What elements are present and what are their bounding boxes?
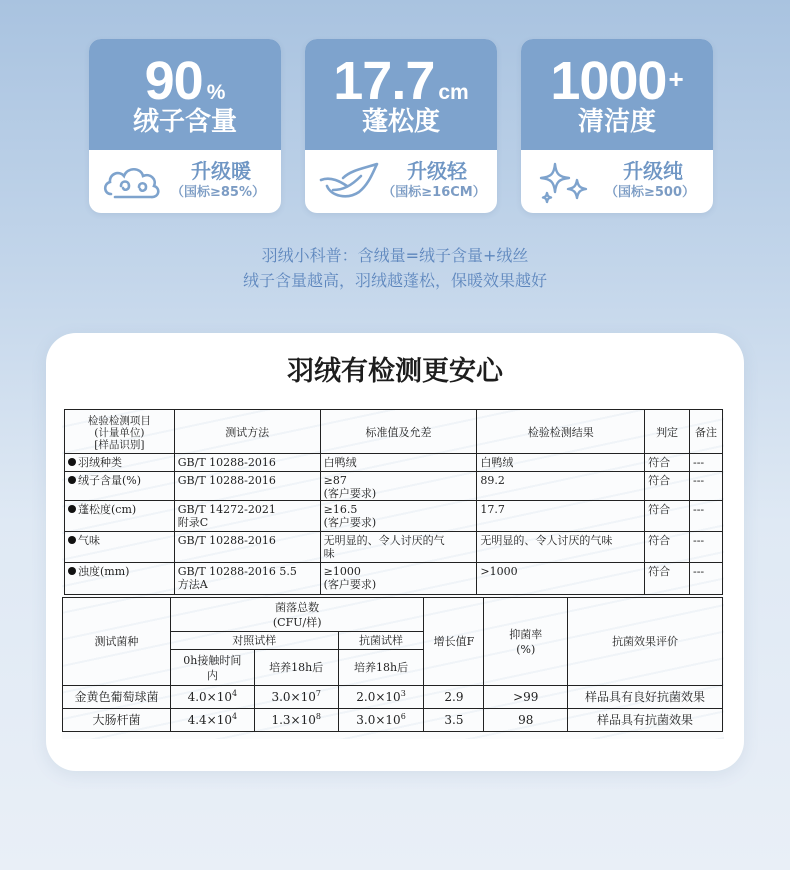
stat-note: （国标≥16CM） bbox=[382, 185, 486, 200]
inspection-table bbox=[64, 409, 723, 595]
stat-label: 蓬松度 bbox=[361, 107, 440, 137]
header-result: 检验检测结果 bbox=[477, 410, 645, 454]
test-report-image bbox=[62, 409, 724, 739]
header-colony-count: 菌落总数 (CFU/样) bbox=[170, 598, 424, 632]
method-cell: GB/T 10288-2016 5.5 方法A bbox=[174, 563, 320, 595]
judgement-cell: 符合 bbox=[645, 532, 690, 563]
bacteria-name: 金黄色葡萄球菌 bbox=[63, 686, 171, 709]
header-judgement: 判定 bbox=[645, 410, 690, 454]
remark-cell: --- bbox=[690, 563, 723, 595]
standard-cell: ≥87 (客户要求) bbox=[320, 472, 477, 501]
bullet-icon bbox=[68, 476, 76, 484]
bullet-icon bbox=[68, 567, 76, 575]
sparkle-icon bbox=[533, 160, 597, 204]
header-18h-control: 培养18h后 bbox=[254, 650, 338, 686]
growth-value: 2.9 bbox=[424, 686, 484, 709]
panel-title: 羽绒有检测更安心 bbox=[287, 356, 503, 387]
bullet-icon bbox=[68, 536, 76, 544]
bacteria-name: 大肠杆菌 bbox=[63, 709, 171, 732]
stat-card-header bbox=[305, 39, 497, 150]
method-cell: GB/T 14272-2021 附录C bbox=[174, 501, 320, 532]
table-row bbox=[65, 501, 723, 532]
stat-card-cleanliness bbox=[521, 39, 713, 213]
method-cell: GB/T 10288-2016 bbox=[174, 472, 320, 501]
bullet-icon bbox=[68, 505, 76, 513]
standard-cell: 无明显的、令人讨厌的气 味 bbox=[320, 532, 477, 563]
result-cell: >1000 bbox=[477, 563, 645, 595]
evaluation: 样品具有良好抗菌效果 bbox=[568, 686, 723, 709]
result-cell: 白鸭绒 bbox=[477, 454, 645, 472]
cloud-icon bbox=[101, 160, 165, 204]
stat-note: （国标≥85%） bbox=[170, 185, 265, 200]
header-standard: 标准值及允差 bbox=[320, 410, 477, 454]
stat-label: 清洁度 bbox=[577, 107, 656, 137]
judgement-cell: 符合 bbox=[645, 563, 690, 595]
item-cell: 蓬松度(cm) bbox=[65, 501, 175, 532]
value-18h-control: $3.0\times 10^7$ bbox=[254, 686, 338, 709]
result-cell: 89.2 bbox=[477, 472, 645, 501]
stat-value: 90 % bbox=[144, 51, 226, 111]
value-0h: $4.4\times 10^4$ bbox=[170, 709, 254, 732]
judgement-cell: 符合 bbox=[645, 454, 690, 472]
item-cell: 气味 bbox=[65, 532, 175, 563]
evaluation: 样品具有抗菌效果 bbox=[568, 709, 723, 732]
stat-note: （国标≥500） bbox=[604, 185, 696, 200]
header-rate: 抑菌率 (%) bbox=[484, 598, 568, 686]
table-header-row bbox=[65, 410, 723, 454]
feather-icon bbox=[317, 160, 381, 204]
remark-cell: --- bbox=[690, 501, 723, 532]
value-18h-control: $1.3\times 10^8$ bbox=[254, 709, 338, 732]
stat-label: 绒子含量 bbox=[132, 107, 237, 137]
header-antibacterial-sample: 抗菌试样 bbox=[338, 632, 424, 650]
result-cell: 17.7 bbox=[477, 501, 645, 532]
bullet-icon bbox=[68, 458, 76, 466]
header-18h-antibacterial: 培养18h后 bbox=[338, 650, 424, 686]
standard-cell: ≥16.5 (客户要求) bbox=[320, 501, 477, 532]
stat-unit: + bbox=[668, 64, 684, 94]
remark-cell: --- bbox=[690, 532, 723, 563]
standard-cell: ≥1000 (客户要求) bbox=[320, 563, 477, 595]
growth-value: 3.5 bbox=[424, 709, 484, 732]
inhibition-rate: 98 bbox=[484, 709, 568, 732]
table-row bbox=[65, 472, 723, 501]
standard-cell: 白鸭绒 bbox=[320, 454, 477, 472]
stat-unit: % bbox=[206, 81, 226, 104]
header-evaluation: 抗菌效果评价 bbox=[568, 598, 723, 686]
table-row bbox=[65, 454, 723, 472]
table-row bbox=[63, 686, 723, 709]
table-row bbox=[63, 709, 723, 732]
value-0h: $4.0\times 10^4$ bbox=[170, 686, 254, 709]
test-report-panel bbox=[46, 333, 744, 771]
stat-value: 1000+ bbox=[550, 51, 684, 111]
remark-cell: --- bbox=[690, 454, 723, 472]
antibacterial-table bbox=[62, 597, 723, 732]
stat-unit: cm bbox=[438, 81, 469, 104]
item-cell: 浊度(mm) bbox=[65, 563, 175, 595]
table-row bbox=[65, 532, 723, 563]
header-item: 检验检测项目 (计量单位) [样品识别] bbox=[65, 410, 175, 454]
science-note-line-1: 羽绒小科普：含绒量=绒子含量+绒丝 bbox=[261, 246, 529, 265]
header-bacteria: 测试菌种 bbox=[63, 598, 171, 686]
header-control-sample: 对照试样 bbox=[170, 632, 338, 650]
header-method: 测试方法 bbox=[174, 410, 320, 454]
header-remark: 备注 bbox=[690, 410, 723, 454]
value-18h-antibacterial: $3.0\times 10^6$ bbox=[338, 709, 424, 732]
stat-value: 17.7 cm bbox=[333, 51, 469, 111]
stat-card-header bbox=[521, 39, 713, 150]
value-18h-antibacterial: $2.0\times 10^3$ bbox=[338, 686, 424, 709]
stat-card-header bbox=[89, 39, 281, 150]
stat-level: 升级轻 bbox=[407, 159, 467, 183]
judgement-cell: 符合 bbox=[645, 472, 690, 501]
method-cell: GB/T 10288-2016 bbox=[174, 532, 320, 563]
item-cell: 羽绒种类 bbox=[65, 454, 175, 472]
stat-level: 升级暖 bbox=[191, 159, 251, 183]
judgement-cell: 符合 bbox=[645, 501, 690, 532]
table-row bbox=[65, 563, 723, 595]
remark-cell: --- bbox=[690, 472, 723, 501]
header-growth: 增长值F bbox=[424, 598, 484, 686]
stat-level: 升级纯 bbox=[623, 159, 683, 183]
method-cell: GB/T 10288-2016 bbox=[174, 454, 320, 472]
inhibition-rate: >99 bbox=[484, 686, 568, 709]
result-cell: 无明显的、令人讨厌的气味 bbox=[477, 532, 645, 563]
stat-card-loft bbox=[305, 39, 497, 213]
item-cell: 绒子含量(%) bbox=[65, 472, 175, 501]
stat-card-down-content bbox=[89, 39, 281, 213]
science-note-line-2: 绒子含量越高，羽绒越蓬松，保暖效果越好 bbox=[242, 271, 547, 290]
header-0h: 0h接触时间 内 bbox=[170, 650, 254, 686]
